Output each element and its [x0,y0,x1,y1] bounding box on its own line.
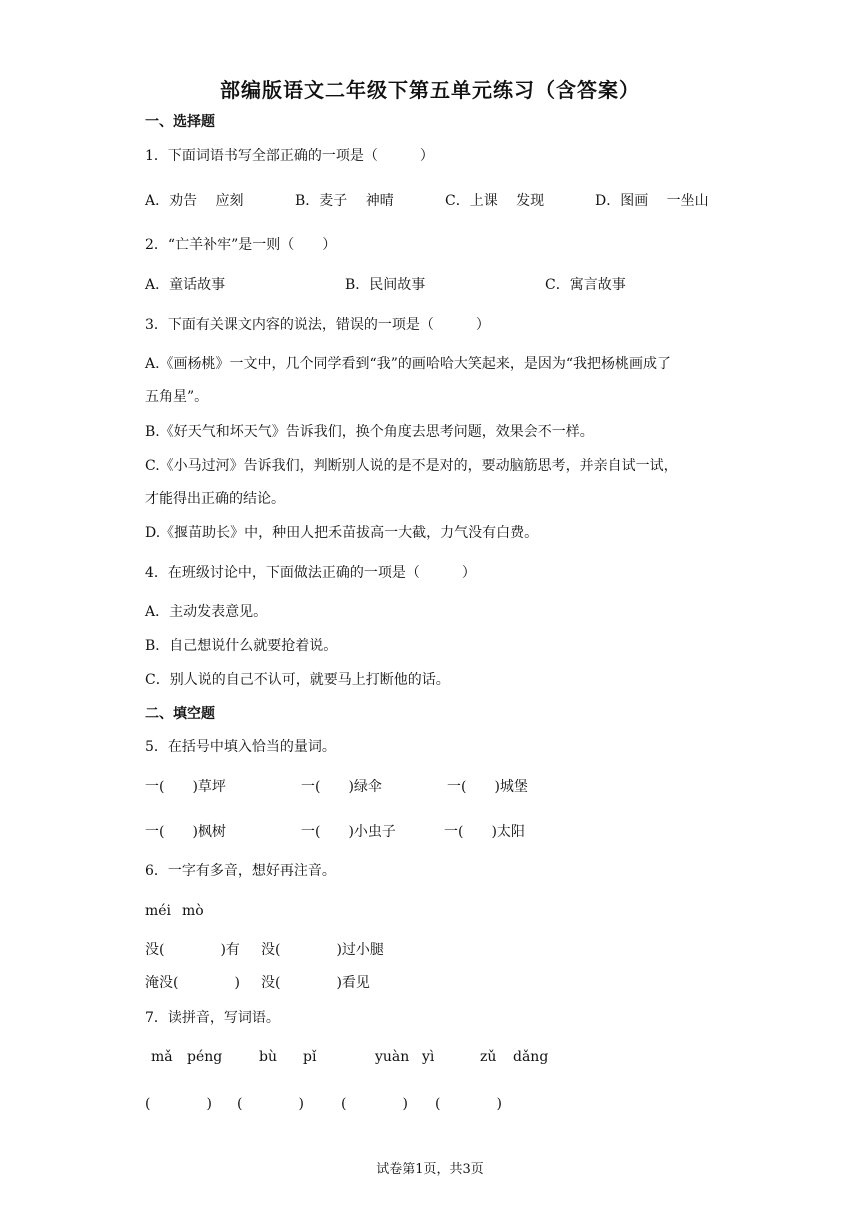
pinyin-label: dǎng [513,1049,549,1065]
question-2-stem: 2．“亡羊补牢”是一则（ ） [145,237,337,253]
pinyin-label: yuàn [375,1049,410,1065]
question-1-option-a: A．劝告 应刻 [145,193,244,209]
question-7-blank: ( ) [145,1096,212,1112]
question-3-stem: 3．下面有关课文内容的说法，错误的一项是（ ） [145,317,490,333]
section-heading-choice: 一、选择题 [145,114,215,130]
page-title: 部编版语文二年级下第五单元练习（含答案） [220,78,640,102]
question-6-blank: 没( )有 [145,942,240,958]
question-5-blank: 一( )太阳 [444,824,525,840]
pinyin-label: zǔ [480,1049,497,1065]
question-5-blank: 一( )城堡 [447,779,528,795]
question-4-option-c: C．别人说的自己不认可，就要马上打断他的话。 [145,672,450,688]
pinyin-label: péng [187,1049,223,1065]
question-6-blank: 没( )过小腿 [261,942,384,958]
question-5-blank: 一( )小虫子 [301,824,396,840]
question-7-blank: ( ) [237,1096,304,1112]
question-1-option-d: D．图画 一坐山 [595,193,709,209]
question-5-stem: 5．在括号中填入恰当的量词。 [145,739,336,755]
question-5-blank: 一( )草坪 [145,779,226,795]
question-7-stem: 7．读拼音，写词语。 [145,1010,280,1026]
question-4-option-b: B．自己想说什么就要抢着说。 [145,638,338,654]
question-7-blank: ( ) [341,1096,408,1112]
question-7-blank: ( ) [435,1096,502,1112]
question-3-option-c-line1: C.《小马过河》告诉我们，判断别人说的是不是对的，要动脑筋思考，并亲自试一试， [145,458,678,474]
question-1-option-b: B．麦子 神晴 [295,193,394,209]
pinyin-label: mò [182,903,204,919]
question-3-option-c-line2: 才能得出正确的结论。 [145,491,285,507]
pinyin-label: yì [422,1049,435,1065]
section-heading-fill: 二、填空题 [145,706,215,722]
pinyin-label: bù [259,1049,277,1065]
question-1-stem: 1．下面词语书写全部正确的一项是（ ） [145,148,434,164]
pinyin-label: mǎ [151,1049,173,1065]
question-2-option-a: A．童话故事 [145,277,226,293]
page-footer: 试卷第1页，共3页 [376,1162,484,1177]
question-6-blank: 没( )看见 [261,975,370,991]
pinyin-label: pǐ [303,1049,317,1065]
question-2-option-b: B．民间故事 [345,277,426,293]
pinyin-label: méi [145,903,172,919]
question-4-option-a: A．主动发表意见。 [145,604,268,620]
question-3-option-d: D.《揠苗助长》中，种田人把禾苗拔高一大截，力气没有白费。 [145,525,539,541]
question-5-blank: 一( )绿伞 [301,779,382,795]
question-6-stem: 6．一字有多音，想好再注音。 [145,863,336,879]
question-6-blank: 淹没( ) [145,975,240,991]
question-1-option-c: C．上课 发现 [445,193,545,209]
question-3-option-a-line2: 五角星”。 [145,389,209,405]
question-3-option-b: B.《好天气和坏天气》告诉我们，换个角度去思考问题，效果会不一样。 [145,424,594,440]
question-2-option-c: C．寓言故事 [545,277,626,293]
question-3-option-a-line1: A.《画杨桃》一文中，几个同学看到“我”的画哈哈大笑起来，是因为“我把杨桃画成了 [145,356,672,372]
question-5-blank: 一( )枫树 [145,824,226,840]
question-4-stem: 4．在班级讨论中，下面做法正确的一项是（ ） [145,565,476,581]
